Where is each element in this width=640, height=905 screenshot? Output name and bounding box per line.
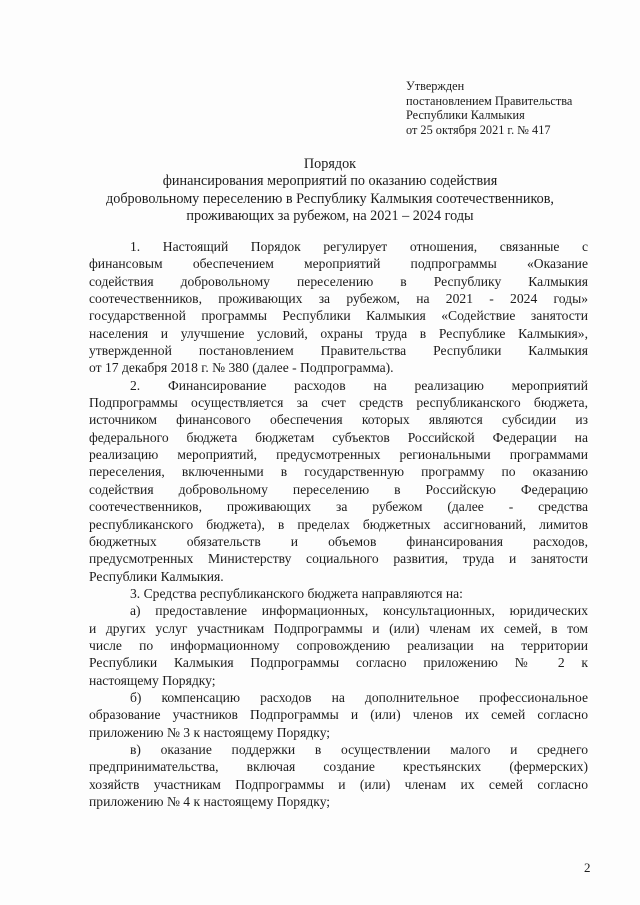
text-line: республиканского бюджета), в пределах бюджетных ассигнований, лимитов [89, 516, 588, 532]
page-number: 2 [584, 860, 591, 875]
title-line: добровольному переселению в Республику Калмыкия соотечественников, [106, 190, 554, 207]
text-line: 1. Настоящий Порядок регулирует отношения, связанные с [130, 239, 588, 254]
text-line: Подпрограммы осуществляется за счет средств республиканского бюджета, [89, 395, 588, 411]
approval-line: Республики Калмыкия [406, 108, 525, 123]
approval-stamp [406, 79, 606, 137]
title-line: Порядок [303, 156, 357, 172]
text-line: б) компенсацию расходов на дополнительное профессиональное [130, 689, 588, 705]
text-line: бюджетных обязательств и объемов финансирования расходов, [89, 533, 588, 549]
text-line: Республики Калмыкия Подпрограммы согласно приложению № 2 к [89, 655, 588, 671]
paragraph-3 [89, 585, 588, 602]
text-line: а) предоставление информационных, консультационных, юридических [130, 603, 588, 619]
text-line: финансовым обеспечением мероприятий подпрограммы «Оказание [89, 256, 588, 272]
text-line: реализацию мероприятий, предусмотренных региональными программами [89, 447, 588, 463]
text-line: населения и улучшение условий, охраны труда в Республике Калмыкия», [89, 325, 588, 341]
text-line: содействия добровольному переселению в Российскую Федерацию [89, 481, 588, 497]
text-line: соотечественников, проживающих за рубежом (далее - средства [89, 499, 588, 515]
text-line: переселения, включенными в государственную программу по оказанию [89, 464, 588, 480]
approval-line: постановлением Правительства [406, 93, 573, 108]
title-line: финансирования мероприятий по оказанию содействия [162, 173, 498, 190]
text-line: источником финансового обеспечения которых являются субсидии из [89, 412, 588, 428]
text-line: 3. Средства республиканского бюджета направляются на: [130, 585, 463, 601]
text-line: предусмотренных Министерству социального развития, труда и занятости [89, 551, 588, 567]
text-line: предпринимательства, включая создание крестьянских (фермерских) [89, 759, 588, 775]
document-body [89, 238, 588, 810]
text-line: и других услуг участникам Подпрограммы и (или) членам их семей, в том [89, 620, 588, 636]
document-title [60, 156, 600, 226]
text-line: государственной программы Республики Калмыкия «Содействие занятости [89, 308, 588, 324]
paragraph-1 [89, 238, 588, 377]
text-line: приложению № 4 к настоящему Порядку; [89, 794, 331, 809]
approval-line: от 25 октября 2021 г. № 417 [406, 122, 551, 137]
paragraph-2 [89, 377, 588, 585]
text-line: содействия добровольному переселению в Республику Калмыкия [89, 273, 588, 289]
subitem-a [89, 602, 588, 689]
text-line: настоящему Порядку; [89, 672, 216, 688]
text-line: 2. Финансирование расходов на реализацию мероприятий [130, 377, 588, 393]
approval-line: Утвержден [406, 79, 465, 93]
text-line: в) оказание поддержки в осуществлении малого и среднего [130, 741, 588, 757]
subitem-b [89, 689, 588, 741]
text-line: образование участников Подпрограммы и (или) членов их семей согласно [89, 707, 588, 723]
text-line: федерального бюджета бюджетам субъектов Российской Федерации на [89, 429, 588, 445]
text-line: хозяйств участникам Подпрограммы и (или) членам их семей согласно [89, 776, 588, 792]
text-line: числе по информационному сопровождению реализации на территории [89, 637, 588, 653]
text-line: приложению № 3 к настоящему Порядку; [89, 724, 331, 740]
title-line: проживающих за рубежом, на 2021 – 2024 годы [186, 208, 474, 225]
text-line: от 17 декабря 2018 г. № 380 (далее - Подпрограмма). [89, 360, 394, 376]
text-line: утвержденной постановлением Правительства Республики Калмыкия [89, 343, 588, 359]
subitem-v [89, 741, 588, 810]
text-line: соотечественников, проживающих за рубежом, на 2021 - 2024 годы» [89, 291, 588, 307]
text-line: Республики Калмыкия. [89, 568, 224, 584]
